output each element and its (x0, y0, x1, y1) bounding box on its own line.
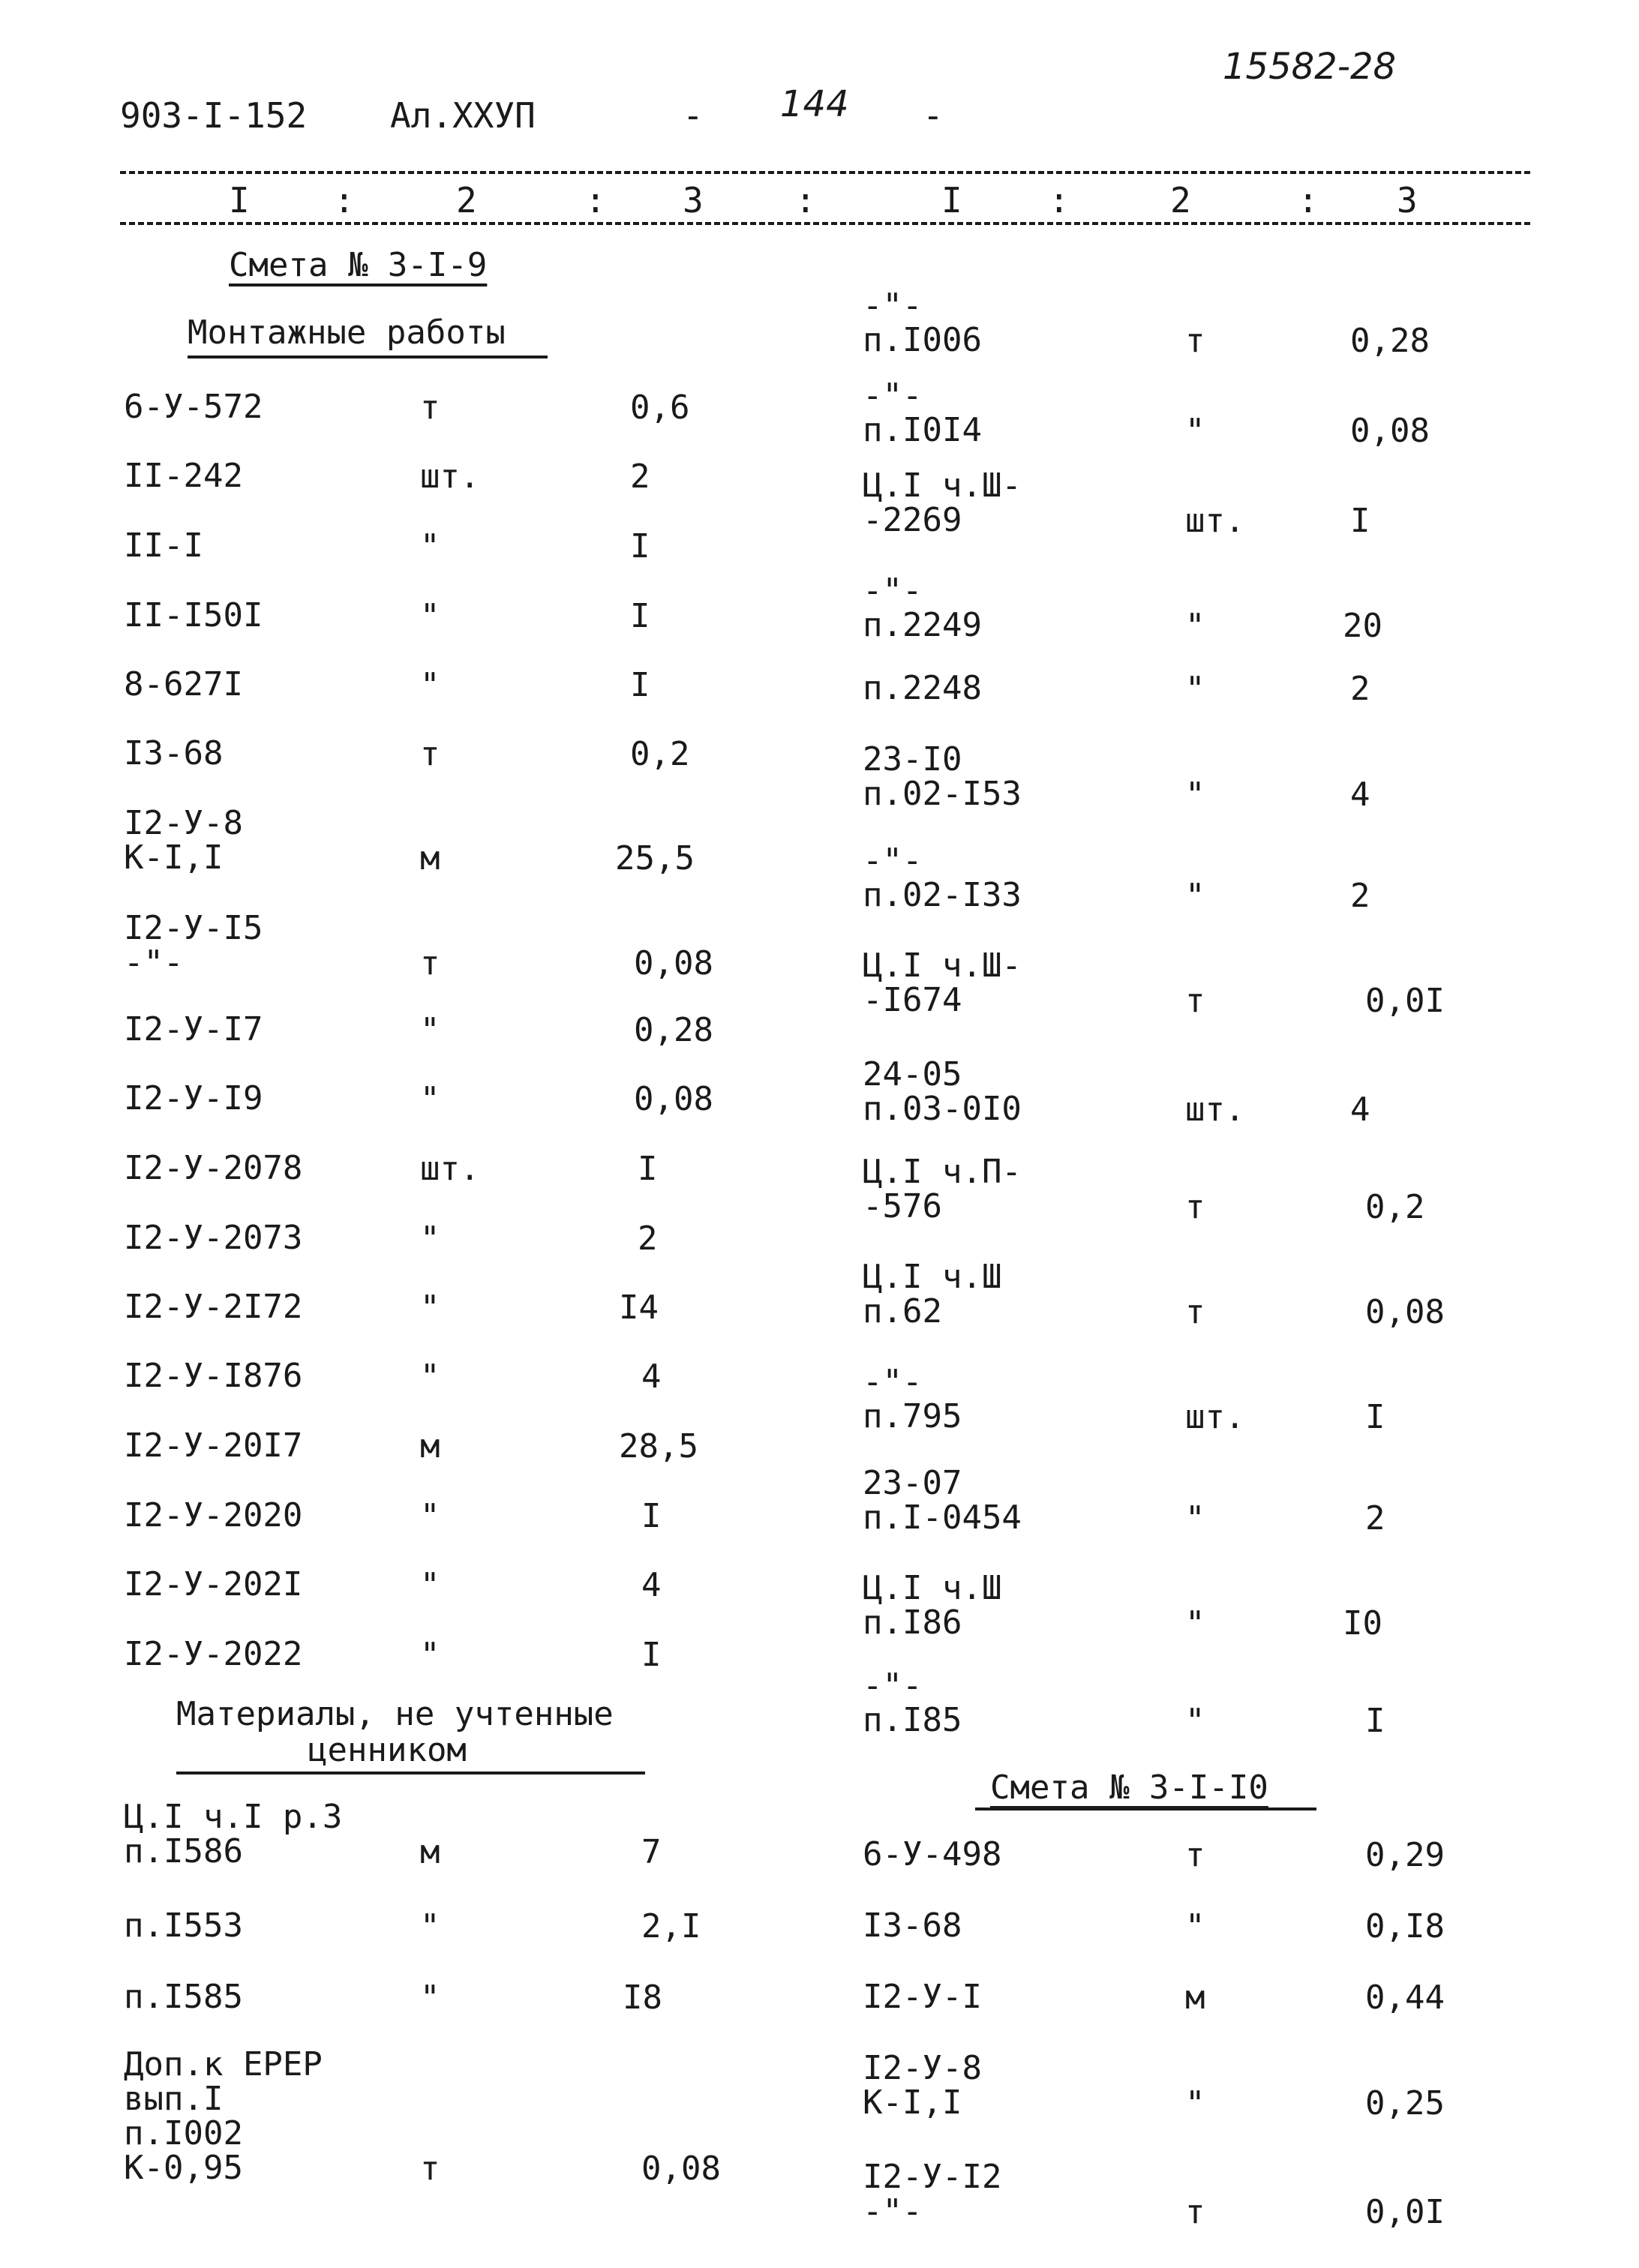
row-unit: " (1185, 1702, 1205, 1740)
row-unit: " (420, 1011, 440, 1049)
row-code: I2-У-2073 (124, 1219, 303, 1257)
row-quantity: I (638, 1150, 658, 1188)
row-code: I3-68 (124, 734, 224, 772)
row-code: 24-05 п.03-0I0 (863, 1055, 1022, 1128)
row-quantity: I (1350, 502, 1370, 540)
row-code: I2-У-2022 (124, 1635, 303, 1673)
row-quantity: 0,08 (634, 1080, 713, 1118)
row-code: II-I50I (124, 596, 263, 634)
row-unit: " (1185, 607, 1205, 645)
row-code: I2-У-2I72 (124, 1288, 303, 1326)
row-quantity: I (641, 1497, 662, 1535)
row-code: -"- п.2249 (863, 572, 982, 644)
col-sep-left-1: : (334, 180, 355, 220)
row-code: Ц.I ч.П- -576 (863, 1153, 1022, 1226)
row-unit: " (420, 1636, 440, 1674)
row-code: Ц.I ч.I р.3 п.I586 (124, 1798, 343, 1870)
sheet-code: 15582-28 (1223, 46, 1397, 88)
row-quantity: I (630, 666, 650, 704)
col-num-right-1: I (941, 180, 962, 220)
row-unit: " (1185, 1499, 1205, 1538)
row-unit: " (420, 1978, 440, 2017)
row-unit: т (1185, 1836, 1205, 1874)
row-unit: м (1185, 1978, 1205, 2017)
row-unit: м (420, 1833, 440, 1871)
page-number: 144 (780, 83, 849, 125)
col-num-left-3: 3 (683, 180, 704, 220)
row-quantity: 7 (641, 1833, 662, 1871)
row-code: -"- п.02-I33 (863, 842, 1022, 914)
row-quantity: 0,29 (1365, 1836, 1445, 1874)
row-unit: " (420, 1288, 440, 1327)
row-code: I2-У-2078 (124, 1149, 303, 1187)
row-quantity: 0,2 (1365, 1188, 1425, 1226)
row-unit: " (420, 1080, 440, 1118)
row-quantity: 4 (1350, 1090, 1370, 1129)
materials-title-line1: Материалы, не учтенные (176, 1695, 614, 1733)
row-code: п.I553 (124, 1906, 243, 1945)
row-code: -"- п.795 (863, 1363, 962, 1436)
row-quantity: I (630, 597, 650, 635)
row-quantity: 4 (641, 1566, 662, 1604)
doc-code: 903-I-152 (120, 95, 308, 136)
row-unit: " (420, 1358, 440, 1396)
row-code: I2-У-I7 (124, 1010, 263, 1048)
col-num-right-2: 2 (1170, 180, 1191, 220)
row-code: 23-07 п.I-0454 (863, 1464, 1022, 1537)
row-unit: " (420, 1497, 440, 1535)
row-unit: т (420, 735, 440, 773)
row-unit: т (1185, 2193, 1205, 2231)
row-quantity: 2 (1350, 877, 1370, 915)
section-title: Монтажные работы (188, 314, 506, 352)
row-code: -"- п.I0I4 (863, 376, 982, 449)
row-unit: т (1185, 1188, 1205, 1226)
row-code: п.2248 (863, 669, 982, 707)
row-quantity: 0,28 (634, 1011, 713, 1049)
row-unit: " (420, 1220, 440, 1258)
row-code: II-I (124, 526, 203, 565)
row-quantity: 0,08 (634, 944, 713, 982)
row-quantity: 0,08 (1365, 1293, 1445, 1331)
row-unit: шт. (1185, 1398, 1245, 1436)
col-num-right-3: 3 (1397, 180, 1418, 220)
row-code: I2-У-I876 (124, 1357, 303, 1395)
row-code: I2-У-I9 (124, 1079, 263, 1118)
row-code: 8-627I (124, 665, 243, 704)
row-quantity: 0,08 (641, 2150, 721, 2188)
row-code: I3-68 (863, 1906, 962, 1945)
album-number: Ал.XXУП (390, 95, 536, 136)
row-code: I2-У-8 К-I,I (124, 804, 243, 877)
row-unit: шт. (1185, 502, 1245, 540)
row-quantity: 0,44 (1365, 1978, 1445, 2017)
row-quantity: I0 (1343, 1604, 1382, 1642)
header-dash-right: - (923, 95, 944, 136)
row-code: Ц.I ч.Ш п.I86 (863, 1569, 1002, 1642)
row-quantity: 25,5 (615, 839, 695, 878)
row-unit: м (420, 839, 440, 878)
column-header-bottom-rule (120, 222, 1530, 225)
materials-title-underline (176, 1772, 645, 1774)
row-unit: " (420, 527, 440, 566)
row-quantity: 0,0I (1365, 982, 1445, 1020)
row-unit: шт. (420, 1150, 480, 1188)
row-code: I2-У-20I7 (124, 1426, 303, 1465)
row-code: I2-У-8 К-I,I (863, 2049, 982, 2122)
row-quantity: 0,25 (1365, 2084, 1445, 2122)
row-code: п.I585 (124, 1978, 243, 2016)
row-code: Ц.I ч.Ш- -2269 (863, 466, 1022, 539)
estimate-title: Смета № 3-I-9 (229, 246, 488, 284)
row-unit: " (420, 666, 440, 704)
row-quantity: 2 (1365, 1499, 1385, 1538)
row-code: 6-У-498 (863, 1835, 1002, 1874)
row-quantity: I (641, 1636, 662, 1674)
row-quantity: I (630, 527, 650, 566)
row-code: I2-У-I (863, 1978, 982, 2016)
row-unit: " (420, 1566, 440, 1604)
row-code: I2-У-202I (124, 1565, 303, 1604)
row-quantity: 2 (630, 458, 650, 496)
row-code: Ц.I ч.Ш п.62 (863, 1258, 1002, 1330)
row-code: I2-У-I2 -"- (863, 2158, 1002, 2230)
section-title-underline (188, 356, 548, 358)
row-quantity: I8 (623, 1978, 662, 2017)
row-quantity: 0,6 (630, 388, 690, 427)
header-dash-left: - (683, 95, 704, 136)
row-unit: " (1185, 412, 1205, 450)
row-code: II-242 (124, 457, 243, 495)
row-unit: " (1185, 670, 1205, 708)
row-quantity: 2 (638, 1220, 658, 1258)
row-quantity: 0,28 (1350, 322, 1430, 360)
col-sep-left-2: : (585, 180, 606, 220)
row-code: Ц.I ч.Ш- -I674 (863, 946, 1022, 1019)
materials-title-line2: ценником (308, 1731, 467, 1769)
row-quantity: 0,2 (630, 735, 690, 773)
row-code: 6-У-572 (124, 388, 263, 426)
row-code: I2-У-2020 (124, 1496, 303, 1534)
row-unit: м (420, 1427, 440, 1466)
row-unit: " (1185, 776, 1205, 814)
row-code: -"- п.I85 (863, 1666, 962, 1739)
row-code: I2-У-I5 -"- (124, 909, 263, 982)
col-num-left-2: 2 (456, 180, 477, 220)
row-unit: т (1185, 322, 1205, 360)
row-unit: т (420, 944, 440, 982)
row-unit: " (1185, 1907, 1205, 1946)
row-quantity: 4 (1350, 776, 1370, 814)
row-quantity: 20 (1343, 607, 1382, 645)
row-unit: " (420, 1907, 440, 1946)
row-quantity: 2 (1350, 670, 1370, 708)
row-code: Доп.к ЕРЕР вып.I п.I002 К-0,95 (124, 2045, 323, 2187)
row-unit: т (420, 388, 440, 427)
row-unit: " (1185, 2084, 1205, 2122)
row-quantity: I4 (619, 1288, 659, 1327)
row-quantity: 0,0I (1365, 2193, 1445, 2231)
col-sep-left-3: : (795, 180, 816, 220)
row-code: 23-I0 п.02-I53 (863, 740, 1022, 813)
row-quantity: 4 (641, 1358, 662, 1396)
row-unit: т (1185, 982, 1205, 1020)
row-code: -"- п.I006 (863, 286, 982, 359)
row-unit: " (420, 597, 440, 635)
row-quantity: 2,I (641, 1907, 701, 1946)
col-num-left-1: I (229, 180, 250, 220)
row-quantity: 0,08 (1350, 412, 1430, 450)
row-unit: т (1185, 1293, 1205, 1331)
row-quantity: I (1365, 1702, 1385, 1740)
column-header-top-rule (120, 171, 1530, 174)
row-quantity: 0,I8 (1365, 1907, 1445, 1946)
row-quantity: I (1365, 1398, 1385, 1436)
row-quantity: 28,5 (619, 1427, 698, 1466)
row-unit: " (1185, 877, 1205, 915)
row-unit: шт. (420, 458, 480, 496)
estimate2-title-underline (975, 1808, 1316, 1810)
row-unit: т (420, 2150, 440, 2188)
row-unit: шт. (1185, 1090, 1245, 1129)
col-sep-right-2: : (1298, 180, 1319, 220)
col-sep-right-1: : (1049, 180, 1070, 220)
row-unit: " (1185, 1604, 1205, 1642)
estimate2-title: Смета № 3-I-I0 (990, 1768, 1268, 1807)
